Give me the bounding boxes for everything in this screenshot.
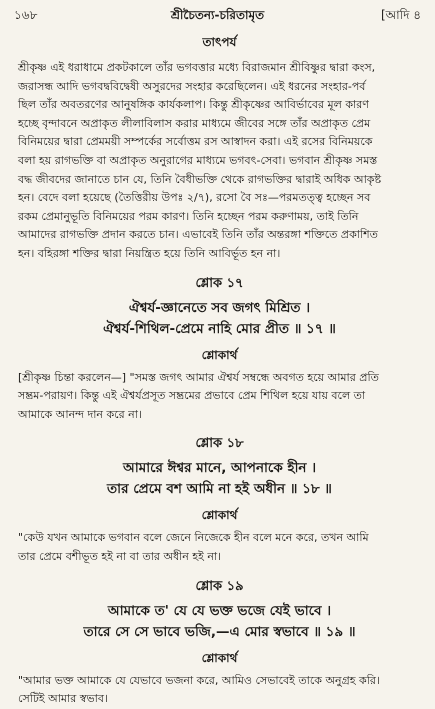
verse-block xyxy=(18,298,421,340)
text-line: [শ্রীকৃষ্ণ চিন্তা করলেন—] "সমস্ত জগৎ আমার ঐশ্বর্য সম্বন্ধে অবগত হয়ে আমার প্রতি xyxy=(18,370,379,384)
text-line: সেটিই আমার স্বভাব। xyxy=(18,692,108,706)
page-number: ১৬৮ xyxy=(14,8,38,22)
translation-heading: শ্লোকার্থ xyxy=(201,508,238,523)
text-line: বদ্ধ জীবদের জানাতে চান যে, তিনি বৈধীভক্তি থেকে রাগভক্তির দ্বারাই অধিক আকৃষ্ট xyxy=(18,172,382,186)
translation-text xyxy=(18,369,421,425)
purport-heading: তাৎপর্য xyxy=(202,35,237,49)
verse-block xyxy=(18,458,421,500)
text-line: "কেউ যখন আমাকে ভগবান বলে জেনে নিজেকে হীন বলে মনে করে, তখন আমি xyxy=(18,531,369,545)
text-line: বলা হয় রাগভক্তি বা অপ্রাকৃত অনুরাগের মাধ্যমে ভগবৎ-সেবা। ভগবান শ্রীকৃষ্ণ সমস্ত xyxy=(18,153,378,167)
text-line: সম্ভ্রম-পরায়ণ। কিন্তু এই ঐশ্বর্যপ্রসূত সম্ভ্রমের প্রভাবে প্রেম শিথিল হয়ে যায় বলে তা xyxy=(18,389,366,403)
verse-heading: শ্লোক ১৭ xyxy=(195,275,244,291)
text-line: "আমার ভক্ত আমাকে যে যেভাবে ভজনা করে, আমিও সেভাবেই তাকে অনুগ্রহ করি। xyxy=(18,673,380,687)
text-line: শ্রীকৃষ্ণ এই ধরাধামে প্রকটকালে তাঁর ভগবত্তার মধ্যে বিরাজমান শ্রীবিষ্ণুর দ্বারা কংস, xyxy=(18,61,376,74)
text-line: তার প্রেমে বশীভূত হই না বা তার অধীন হই না। xyxy=(18,549,222,563)
translation-heading: শ্লোকার্থ xyxy=(201,650,238,665)
text-line: আমাকে আনন্দ দান করে না। xyxy=(18,407,142,421)
verse-line: ঐশ্বর্য-শিথিল-প্রেমে নাহি মোর প্রীত ॥ ১৭ ॥ xyxy=(103,320,336,337)
text-line: হন। বহিরঙ্গা শক্তির দ্বারা নিয়ন্ত্রিত হয়ে তিনি আবির্ভূত হন না। xyxy=(18,246,281,260)
page-header xyxy=(14,7,421,25)
text-line: আমাদের রাগভক্তি প্রদান করতে চান। এভাবেই তিনি তাঁর অন্তরঙ্গা শক্তিতে প্রকাশিত xyxy=(18,228,378,242)
verse-heading: শ্লোক ১৯ xyxy=(195,578,244,594)
text-line: হচ্ছে বৃন্দাবনে অপ্রাকৃত লীলাবিলাস করার মাধ্যমে জীবের সঙ্গে তাঁর অপ্রাকৃত প্রেম xyxy=(18,116,371,130)
verse-line: আমাকে ত' যে যে ভক্ত ভজে যেই ভাবে । xyxy=(107,602,332,619)
verse-block xyxy=(18,601,421,643)
chapter-reference: [আদি ৪ xyxy=(380,8,421,22)
text-line: ছিল তাঁর অবতরণের আনুষঙ্গিক কার্যকলাপ। কিন্তু শ্রীকৃষ্ণের আবির্ভাবের মূল কারণ xyxy=(18,98,369,112)
translation-heading: শ্লোকার্থ xyxy=(201,347,238,362)
purport-text xyxy=(18,59,421,264)
text-line: হন। বেদে বলা হয়েছে (তৈত্তিরীয় উপঃ ২/৭), রসো বৈ সঃ—পরমতত্ত্ব হচ্ছেন সব xyxy=(18,191,371,205)
running-title: শ্রীচৈতন্য-চরিতামৃত xyxy=(170,8,265,22)
verse-line: আমারে ঈশ্বর মানে, আপনাকে হীন । xyxy=(122,460,317,477)
text-line: জরাসন্ধ আদি ভগবদ্ববিদ্বেষী অসুরদের সংহার করেছিলেন। এই ধরনের সংহার-পর্ব xyxy=(18,79,366,93)
verse-line: ঐশ্বর্য-জ্ঞানেতে সব জগৎ মিশ্রিত । xyxy=(128,299,311,316)
translation-text xyxy=(18,672,421,709)
verse-heading: শ্লোক ১৮ xyxy=(195,436,244,452)
text-line: রকম প্রেমানুভূতি বিনিময়ের পরম কারণ। তিনি হচ্ছেন পরম করুণাময়, তাই তিনি xyxy=(18,209,359,223)
verse-line: তার প্রেমে বশ আমি না হই অধীন ॥ ১৮ ॥ xyxy=(107,481,332,498)
translation-text xyxy=(18,529,421,566)
page-content xyxy=(18,34,421,709)
text-line: বিনিময়ের দ্বারা প্রেমময়ী সম্পর্কের সর্বোত্তম রস আস্বাদন করা। এই রসের বিনিময়কে xyxy=(18,135,373,149)
verse-line: তারে সে সে ভাবে ভজি,—এ মোর স্বভাবে ॥ ১৯ ॥ xyxy=(83,623,356,640)
